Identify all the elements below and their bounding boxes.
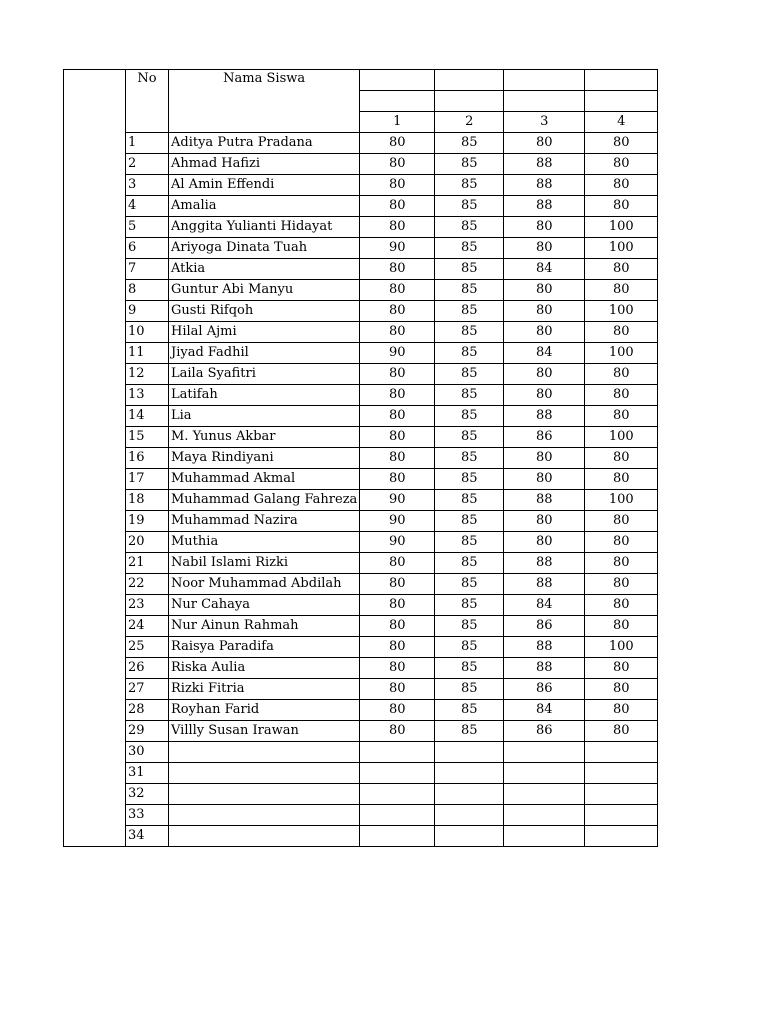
score-cell: 80 — [360, 553, 435, 574]
score-cell: 88 — [504, 637, 585, 658]
student-name — [169, 805, 360, 826]
table-row — [64, 196, 658, 217]
score-cell: 80 — [504, 217, 585, 238]
score-cell: 85 — [435, 448, 504, 469]
table-row — [64, 133, 658, 154]
score-cell: 80 — [360, 154, 435, 175]
header-empty-cell — [585, 91, 658, 112]
score-cell: 88 — [504, 553, 585, 574]
score-cell: 84 — [504, 700, 585, 721]
table-row — [64, 595, 658, 616]
score-cell: 80 — [360, 385, 435, 406]
score-cell: 85 — [435, 721, 504, 742]
student-name: Gusti Rifqoh — [169, 301, 360, 322]
score-cell: 80 — [360, 637, 435, 658]
student-name: Noor Muhammad Abdilah — [169, 574, 360, 595]
student-name: Nabil Islami Rizki — [169, 553, 360, 574]
score-cell: 80 — [360, 574, 435, 595]
score-cell: 85 — [435, 154, 504, 175]
score-cell: 85 — [435, 133, 504, 154]
grade-table-body — [64, 70, 658, 847]
row-number: 29 — [126, 721, 169, 742]
student-name: Guntur Abi Manyu — [169, 280, 360, 301]
row-number: 24 — [126, 616, 169, 637]
table-row — [64, 700, 658, 721]
score-cell: 88 — [504, 658, 585, 679]
table-row — [64, 322, 658, 343]
student-name: Muthia — [169, 532, 360, 553]
row-number: 1 — [126, 133, 169, 154]
header-empty-cell — [435, 91, 504, 112]
score-cell: 85 — [435, 406, 504, 427]
student-name: Royhan Farid — [169, 700, 360, 721]
table-row — [64, 427, 658, 448]
score-cell: 86 — [504, 721, 585, 742]
score-cell: 80 — [360, 658, 435, 679]
score-cell: 80 — [585, 616, 658, 637]
student-name: Ahmad Hafizi — [169, 154, 360, 175]
row-number: 31 — [126, 763, 169, 784]
student-name: Muhammad Akmal — [169, 469, 360, 490]
score-cell — [360, 742, 435, 763]
score-cell: 80 — [360, 175, 435, 196]
row-number: 5 — [126, 217, 169, 238]
row-number: 33 — [126, 805, 169, 826]
student-name — [169, 784, 360, 805]
score-cell: 80 — [360, 427, 435, 448]
score-cell: 80 — [504, 532, 585, 553]
header-empty-cell — [504, 91, 585, 112]
score-cell: 80 — [360, 301, 435, 322]
score-cell: 85 — [435, 511, 504, 532]
score-cell: 80 — [585, 280, 658, 301]
table-row — [64, 805, 658, 826]
score-cell — [585, 826, 658, 847]
header-row-1 — [64, 70, 658, 91]
score-cell: 80 — [360, 280, 435, 301]
score-cell: 80 — [504, 280, 585, 301]
score-cell: 84 — [504, 595, 585, 616]
student-name: Nur Ainun Rahmah — [169, 616, 360, 637]
score-cell: 80 — [360, 721, 435, 742]
table-row — [64, 217, 658, 238]
score-cell — [504, 784, 585, 805]
score-cell — [585, 742, 658, 763]
table-row — [64, 301, 658, 322]
row-number: 21 — [126, 553, 169, 574]
student-name: Rizki Fitria — [169, 679, 360, 700]
table-row — [64, 259, 658, 280]
row-number: 19 — [126, 511, 169, 532]
score-cell: 80 — [504, 385, 585, 406]
score-cell: 80 — [504, 469, 585, 490]
header-no: No — [126, 70, 169, 133]
header-empty-cell — [435, 70, 504, 91]
score-cell: 80 — [585, 469, 658, 490]
score-cell: 100 — [585, 238, 658, 259]
table-row — [64, 448, 658, 469]
score-cell: 85 — [435, 217, 504, 238]
score-cell: 80 — [360, 700, 435, 721]
score-cell: 80 — [360, 679, 435, 700]
score-cell: 85 — [435, 259, 504, 280]
table-row — [64, 280, 658, 301]
table-row — [64, 574, 658, 595]
score-cell: 80 — [360, 469, 435, 490]
student-name: Anggita Yulianti Hidayat — [169, 217, 360, 238]
row-number: 3 — [126, 175, 169, 196]
header-empty-cell — [585, 70, 658, 91]
student-name: Nur Cahaya — [169, 595, 360, 616]
score-cell: 80 — [585, 196, 658, 217]
row-number: 14 — [126, 406, 169, 427]
row-number: 12 — [126, 364, 169, 385]
score-cell: 80 — [585, 595, 658, 616]
row-number: 2 — [126, 154, 169, 175]
score-cell: 85 — [435, 196, 504, 217]
row-number: 8 — [126, 280, 169, 301]
score-cell — [435, 826, 504, 847]
score-cell: 80 — [504, 322, 585, 343]
score-cell: 80 — [585, 259, 658, 280]
score-cell — [435, 763, 504, 784]
score-cell: 80 — [585, 721, 658, 742]
score-cell: 80 — [504, 364, 585, 385]
score-cell: 80 — [585, 322, 658, 343]
score-cell — [585, 805, 658, 826]
table-row — [64, 343, 658, 364]
score-cell: 80 — [585, 532, 658, 553]
student-name: M. Yunus Akbar — [169, 427, 360, 448]
table-row — [64, 742, 658, 763]
row-number: 11 — [126, 343, 169, 364]
student-name: Jiyad Fadhil — [169, 343, 360, 364]
blank-left-column — [64, 70, 126, 847]
score-cell: 86 — [504, 616, 585, 637]
score-cell: 80 — [585, 175, 658, 196]
score-cell: 100 — [585, 217, 658, 238]
table-row — [64, 637, 658, 658]
score-cell: 85 — [435, 490, 504, 511]
score-column-header: 3 — [504, 112, 585, 133]
score-cell: 85 — [435, 343, 504, 364]
row-number: 7 — [126, 259, 169, 280]
score-cell: 85 — [435, 280, 504, 301]
student-name: Amalia — [169, 196, 360, 217]
student-name: Aditya Putra Pradana — [169, 133, 360, 154]
student-name: Maya Rindiyani — [169, 448, 360, 469]
student-name: Ariyoga Dinata Tuah — [169, 238, 360, 259]
row-number: 23 — [126, 595, 169, 616]
score-cell: 88 — [504, 154, 585, 175]
row-number: 13 — [126, 385, 169, 406]
score-cell: 80 — [360, 616, 435, 637]
score-cell — [360, 805, 435, 826]
table-row — [64, 553, 658, 574]
score-cell: 85 — [435, 427, 504, 448]
header-empty-cell — [360, 70, 435, 91]
table-row — [64, 364, 658, 385]
student-name: Muhammad Nazira — [169, 511, 360, 532]
score-cell: 85 — [435, 700, 504, 721]
score-cell: 85 — [435, 175, 504, 196]
score-cell: 100 — [585, 490, 658, 511]
score-cell: 80 — [585, 448, 658, 469]
score-cell: 85 — [435, 322, 504, 343]
table-row — [64, 679, 658, 700]
score-cell: 90 — [360, 238, 435, 259]
score-cell — [435, 805, 504, 826]
score-cell: 85 — [435, 574, 504, 595]
table-row — [64, 532, 658, 553]
row-number: 9 — [126, 301, 169, 322]
score-cell — [435, 784, 504, 805]
table-row — [64, 490, 658, 511]
row-number: 18 — [126, 490, 169, 511]
row-number: 16 — [126, 448, 169, 469]
score-cell: 90 — [360, 511, 435, 532]
score-cell: 86 — [504, 679, 585, 700]
score-cell: 85 — [435, 532, 504, 553]
row-number: 32 — [126, 784, 169, 805]
score-cell: 88 — [504, 574, 585, 595]
score-cell — [360, 763, 435, 784]
score-cell: 85 — [435, 364, 504, 385]
score-cell: 85 — [435, 595, 504, 616]
score-cell: 88 — [504, 406, 585, 427]
table-row — [64, 763, 658, 784]
student-name: Lia — [169, 406, 360, 427]
row-number: 15 — [126, 427, 169, 448]
score-cell: 80 — [585, 406, 658, 427]
score-cell — [504, 826, 585, 847]
student-name: Hilal Ajmi — [169, 322, 360, 343]
score-cell — [435, 742, 504, 763]
score-cell: 85 — [435, 385, 504, 406]
row-number: 20 — [126, 532, 169, 553]
score-cell: 86 — [504, 427, 585, 448]
table-row — [64, 826, 658, 847]
score-cell: 80 — [585, 658, 658, 679]
score-cell: 85 — [435, 679, 504, 700]
score-cell: 88 — [504, 175, 585, 196]
score-cell: 88 — [504, 490, 585, 511]
score-column-header: 1 — [360, 112, 435, 133]
row-number: 17 — [126, 469, 169, 490]
student-name — [169, 742, 360, 763]
table-row — [64, 658, 658, 679]
row-number: 25 — [126, 637, 169, 658]
score-cell — [504, 805, 585, 826]
table-row — [64, 238, 658, 259]
score-cell: 80 — [504, 301, 585, 322]
table-row — [64, 616, 658, 637]
score-cell: 80 — [360, 364, 435, 385]
student-name: Muhammad Galang Fahreza — [169, 490, 360, 511]
score-cell: 80 — [504, 133, 585, 154]
score-cell: 80 — [360, 448, 435, 469]
score-cell: 100 — [585, 637, 658, 658]
score-cell: 80 — [504, 511, 585, 532]
student-name — [169, 826, 360, 847]
row-number: 30 — [126, 742, 169, 763]
score-cell: 85 — [435, 616, 504, 637]
student-name — [169, 763, 360, 784]
table-row — [64, 175, 658, 196]
score-cell — [504, 742, 585, 763]
student-name: Riska Aulia — [169, 658, 360, 679]
student-name: Latifah — [169, 385, 360, 406]
score-cell: 90 — [360, 490, 435, 511]
score-cell: 90 — [360, 343, 435, 364]
row-number: 34 — [126, 826, 169, 847]
header-empty-cell — [504, 70, 585, 91]
score-cell: 80 — [360, 322, 435, 343]
score-cell: 90 — [360, 532, 435, 553]
score-cell: 80 — [585, 553, 658, 574]
score-cell: 88 — [504, 196, 585, 217]
score-cell: 80 — [585, 511, 658, 532]
row-number: 22 — [126, 574, 169, 595]
score-cell: 85 — [435, 658, 504, 679]
score-cell — [585, 763, 658, 784]
row-number: 4 — [126, 196, 169, 217]
score-cell: 80 — [360, 595, 435, 616]
score-column-header: 4 — [585, 112, 658, 133]
table-row — [64, 721, 658, 742]
score-cell: 85 — [435, 553, 504, 574]
table-row — [64, 469, 658, 490]
row-number: 6 — [126, 238, 169, 259]
row-number: 28 — [126, 700, 169, 721]
score-cell: 80 — [585, 364, 658, 385]
score-cell: 80 — [504, 238, 585, 259]
score-cell — [504, 763, 585, 784]
student-name: Atkia — [169, 259, 360, 280]
student-name: Raisya Paradifa — [169, 637, 360, 658]
score-cell: 80 — [585, 700, 658, 721]
score-cell: 80 — [360, 406, 435, 427]
score-cell: 84 — [504, 343, 585, 364]
row-number: 10 — [126, 322, 169, 343]
table-row — [64, 784, 658, 805]
score-cell: 80 — [360, 196, 435, 217]
score-cell: 100 — [585, 343, 658, 364]
score-cell: 80 — [585, 385, 658, 406]
score-cell: 80 — [585, 679, 658, 700]
score-cell — [360, 826, 435, 847]
table-row — [64, 511, 658, 532]
score-cell: 85 — [435, 637, 504, 658]
table-row — [64, 154, 658, 175]
score-column-header: 2 — [435, 112, 504, 133]
row-number: 27 — [126, 679, 169, 700]
student-name: Al Amin Effendi — [169, 175, 360, 196]
score-cell: 100 — [585, 427, 658, 448]
score-cell — [585, 784, 658, 805]
score-cell: 85 — [435, 469, 504, 490]
row-number: 26 — [126, 658, 169, 679]
score-cell: 80 — [585, 133, 658, 154]
score-cell: 84 — [504, 259, 585, 280]
score-cell — [360, 784, 435, 805]
header-name: Nama Siswa — [169, 70, 360, 133]
score-cell: 80 — [360, 259, 435, 280]
score-cell: 85 — [435, 238, 504, 259]
table-row — [64, 406, 658, 427]
score-cell: 85 — [435, 301, 504, 322]
score-cell: 80 — [585, 574, 658, 595]
header-empty-cell — [360, 91, 435, 112]
table-row — [64, 385, 658, 406]
score-cell: 80 — [504, 448, 585, 469]
student-name: Laila Syafitri — [169, 364, 360, 385]
score-cell: 100 — [585, 301, 658, 322]
score-cell: 80 — [360, 133, 435, 154]
grade-table — [63, 69, 658, 847]
score-cell: 80 — [360, 217, 435, 238]
student-name: Villly Susan Irawan — [169, 721, 360, 742]
score-cell: 80 — [585, 154, 658, 175]
